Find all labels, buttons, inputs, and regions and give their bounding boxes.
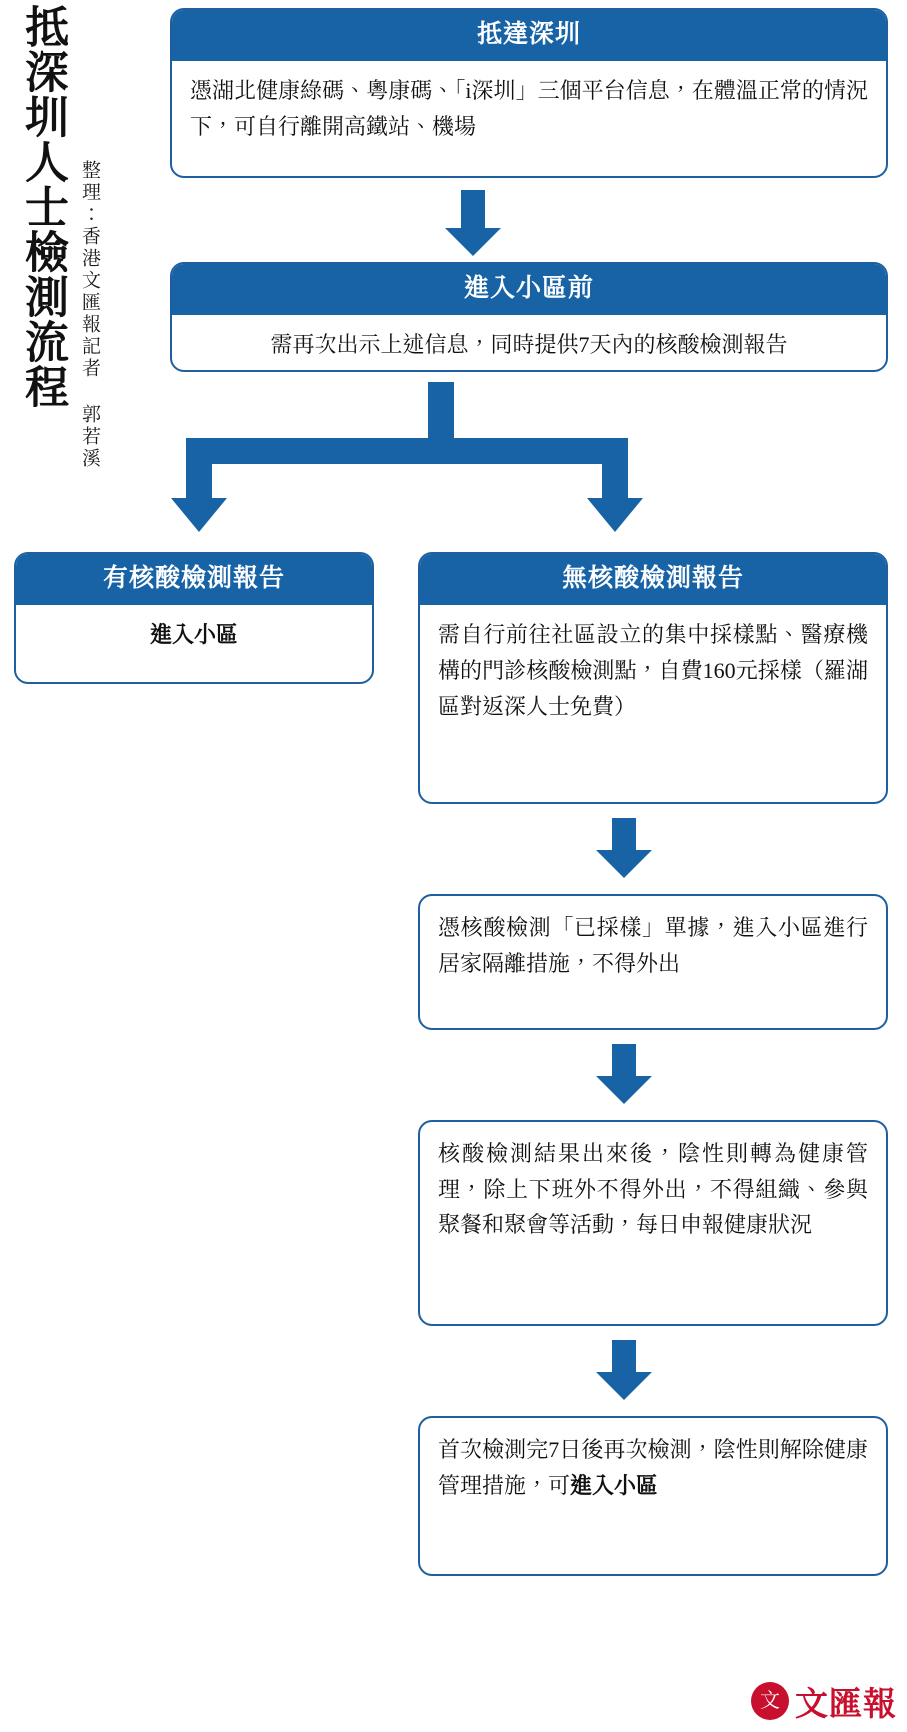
arrow-down-4	[594, 1340, 654, 1402]
node-test-result-body: 核酸檢測結果出來後，陰性則轉為健康管理，除上下班外不得外出，不得組織、參與聚餐和聚會等活動，每日申報健康狀況	[438, 1141, 868, 1238]
node-has-report-body: 進入小區	[149, 622, 238, 648]
node-retest	[418, 1416, 888, 1576]
node-sampled-receipt-body: 憑核酸檢測「已採樣」單據，進入小區進行居家隔離措施，不得外出	[438, 915, 868, 976]
arrow-down-1	[443, 190, 503, 258]
arrow-down-3	[594, 1044, 654, 1106]
node-no-report	[418, 552, 888, 804]
page-title: 抵深圳人士檢測流程	[18, 4, 67, 409]
arrow-branch-split	[160, 382, 680, 550]
publisher-logo	[701, 1678, 897, 1724]
arrow-down-2	[594, 818, 654, 880]
node-before-community-body: 需再次出示上述信息，同時提供7天內的核酸檢測報告	[270, 332, 788, 358]
node-no-report-body: 需自行前往社區設立的集中採樣點、醫療機構的門診核酸檢測點，自費160元採樣（羅湖區對返深人士免費）	[438, 622, 868, 719]
node-retest-text: 首次檢測完7日後再次檢測，陰性則解除健康管理措施，可	[438, 1437, 868, 1498]
logo-mark-glyph: 文	[760, 1690, 780, 1712]
node-no-report-header: 無核酸檢測報告	[420, 554, 886, 605]
node-retest-emphasis: 進入小區	[570, 1472, 659, 1498]
node-sampled-receipt	[418, 894, 888, 1030]
node-arrive-shenzhen	[170, 8, 888, 178]
credit-line: 整理：香港文匯報記者 郭若溪	[79, 160, 100, 470]
node-retest-body	[420, 1418, 886, 1517]
node-test-result	[418, 1120, 888, 1326]
node-before-community	[170, 262, 888, 372]
node-arrive-shenzhen-body: 憑湖北健康綠碼、粵康碼、「i深圳」三個平台信息，在體溫正常的情況下，可自行離開高鐵站、機場	[190, 78, 868, 139]
node-before-community-header: 進入小區前	[172, 264, 886, 315]
node-arrive-shenzhen-header: 抵達深圳	[172, 10, 886, 61]
node-has-report	[14, 552, 374, 684]
node-has-report-header: 有核酸檢測報告	[16, 554, 372, 605]
logo-wordmark: 文匯報	[795, 1686, 897, 1723]
logo-mark-icon	[751, 1682, 789, 1720]
